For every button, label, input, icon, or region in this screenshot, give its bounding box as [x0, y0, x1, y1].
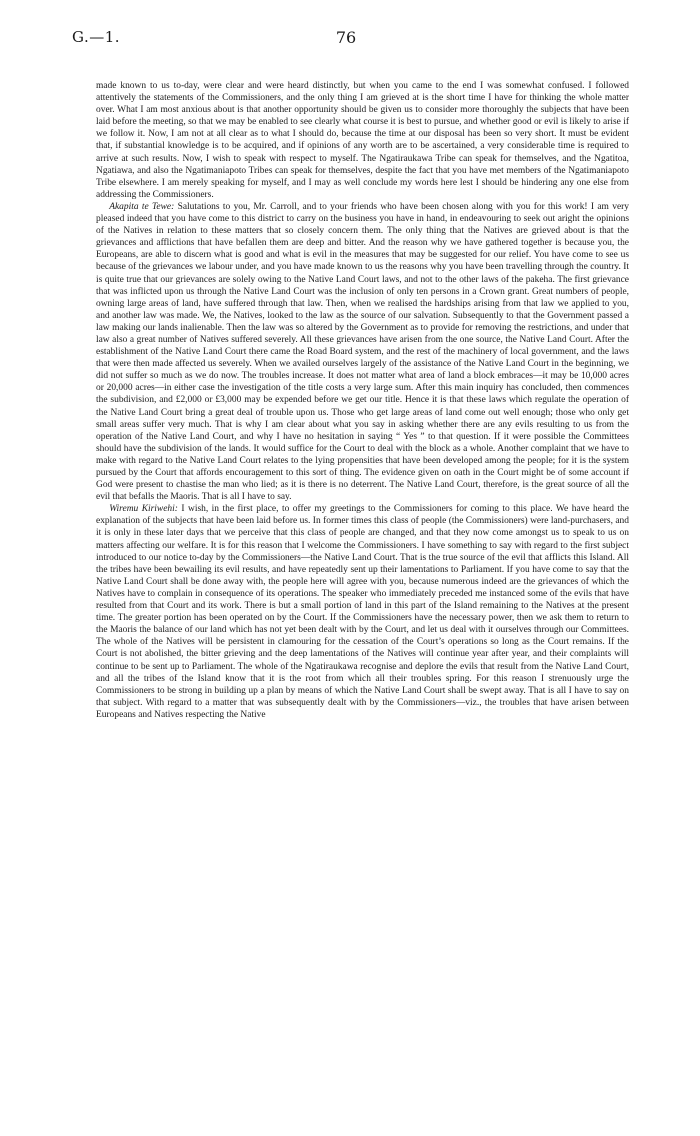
paragraph-continuation [96, 80, 629, 201]
paragraph-text: Salutations to you, Mr. Carroll, and to your friends who have been chosen along with you for this work! I am very pleased indeed that you have come to this district to carry on the business you have in hand, in endeavouring to seek out aright the opinions of the Natives in relation to these matters that so closely concern them. The only thing that the Natives are grieved about is that the grievances and afflictions that have befallen them are deep and bitter. And the reason why we have gathered together is because you, the Europeans, are able to discern what is good and what is evil in the measures that may be suggested for our relief. You have come to see us because of the grievances we labour under, and you have made known to us the reasons why you have been travelling through the country. It is quite true that our grievances are solely owing to the Native Land Court laws, and not to the other laws of the pakeha. The first grievance that was inflicted upon us through the Native Land Court was the inclusion of only ten persons in a Crown grant. Great numbers of people, owning large areas of land, have suffered through that law. Then, when we realised the hardships arising from that law we applied to you, and another law was made. We, the Natives, looked to the law as the source of our salvation. Subsequently to that the Government passed a law making our lands inalienable. Then the law was so altered by the Government as to provide for removing the restrictions, and under that law also a great number of Natives suffered severely. All these grievances have arisen from the one source, the Native Land Court. After the establishment of the Native Land Court there came the Road Board system, and the rest of the machinery of local government, and the laws that were then made affected us severely. When we availed ourselves largely of the assistance of the Native Land Court in the beginning, we did not suffer so much as we do now. The troubles increase. It does not matter what area of land a block embraces—it may be 10,000 acres or 20,000 acres—in either case the investigation of the title costs a very large sum. After this main inquiry has concluded, then commences the subdivision, and £2,000 or £3,000 may be expended before we get our title. Hence it is that these laws which regulate the operation of the Native Land Court bring a great deal of trouble upon us. Those who get large areas of land come out well enough; those who only get small areas suffer very much. That is why I am clear about what you say in asking whether there are any evils resulting to us from the operation of the Native Land Court, and why I have no hesitation in saying “ Yes ” to that question. If it were possible the Committees should have the subdivision of the lands. It would suffice for the Court to deal with the block as a whole. Another complaint that we have to make with regard to the Native Land Court relates to the lying propensities that have been developed among the people; for it is the system pursued by the Court that affords encouragement to this sort of thing. The evidence given on oath in the Court might be of some account if God were present to chastise the man who lied; as it is there is no deterrent. The Native Land Court, therefore, is the great source of all the evil that befalls the Maoris. That is all I have to say. [96, 201, 629, 503]
speaker-name: Wiremu Kiriwehi: [109, 504, 178, 515]
document-body [96, 80, 629, 721]
speaker-name: Akapita te Tewe: [109, 201, 175, 212]
page-header [72, 28, 620, 50]
paragraph-text: made known to us to-day, were clear and were heard distinctly, but when you came to the end I was somewhat confused. I followed attentively the statements of the Commissioners, and the only thing I am grieved at is the short time I have for thinking the whole matter over. What I am most anxious about is that another opportunity should be given us to consider more thoroughly the subjects that have been laid before the meeting, so that we may be enabled to see clearly what course it is best to pursue, and whether good or evil is likely to arise if we follow it. Now, I am not at all clear as to what I should do, because the time at our disposal has been so very short. It must be evident that, if substantial knowledge is to be acquired, and if opinions of any worth are to be ascertained, a very considerable time is required to arrive at such results. Now, I wish to speak with respect to myself. The Ngatiraukawa Tribe can speak for themselves, and the Ngatitoa, Ngatiawa, and also the Ngatimaniapoto Tribes can speak for themselves, despite the fact that you have met members of the Ngatimaniapoto Tribe elsewhere. I am merely speaking for myself, and I may as well conclude my words here lest I should be hindering any one else from addressing the Commissioners. [96, 81, 629, 200]
paragraph-speech-akapita [96, 201, 629, 503]
page-number: 76 [335, 28, 357, 47]
parliamentary-paper-reference: G.—1. [72, 28, 121, 46]
paragraph-speech-wiremu [96, 503, 629, 721]
paragraph-text: I wish, in the first place, to offer my greetings to the Commissioners for coming to this place. We have heard the explanation of the subjects that have been laid before us. In former times this class of people (the Commissioners) were land-purchasers, and it is only in these later days that we perceive that this class of people are changed, and that they now come amongst us to speak to us on matters affecting our welfare. It is for this reason that I welcome the Commissioners. I have something to say with regard to the first subject introduced to our notice to-day by the Commissioners—the Native Land Court. That is the true source of the evil that afflicts this Island. All the tribes have been bewailing its evil results, and have repeatedly sent up their lamentations to Parliament. If you have come to say that the Native Land Court shall be done away with, the people here will agree with you, because numerous indeed are the grievances of which the Natives have to complain in consequence of its operations. The speaker who immediately preceded me instanced some of the evils that have resulted from that Court and its work. There is but a small portion of land in this part of the Island remaining to the Natives at the present time. The greater portion has been operated on by the Court. If the Commissioners have the necessary power, then we ask them to return to the Maoris the balance of our land which has not yet been dealt with by the Court, and let us deal with it ourselves through our Committees. The whole of the Natives will be persistent in clamouring for the cessation of the Court’s operations so long as the Court remains. If the Court is not abolished, the bitter grieving and the deep lamentations of the Natives will continue year after year, and their complaints will continue to be sent up to Parliament. The whole of the Ngatiraukawa recognise and deplore the evils that result from the Native Land Court, and all the tribes of the Island know that it is the root from which all their troubles spring. For this reason I strenuously urge the Commissioners to be strong in building up a plan by means of which the Native Land Court shall be swept away. That is all I have to say on that subject. With regard to a matter that was subsequently dealt with by the Commissioners—viz., the troubles that have arisen between Europeans and Natives respecting the Native [96, 504, 629, 720]
